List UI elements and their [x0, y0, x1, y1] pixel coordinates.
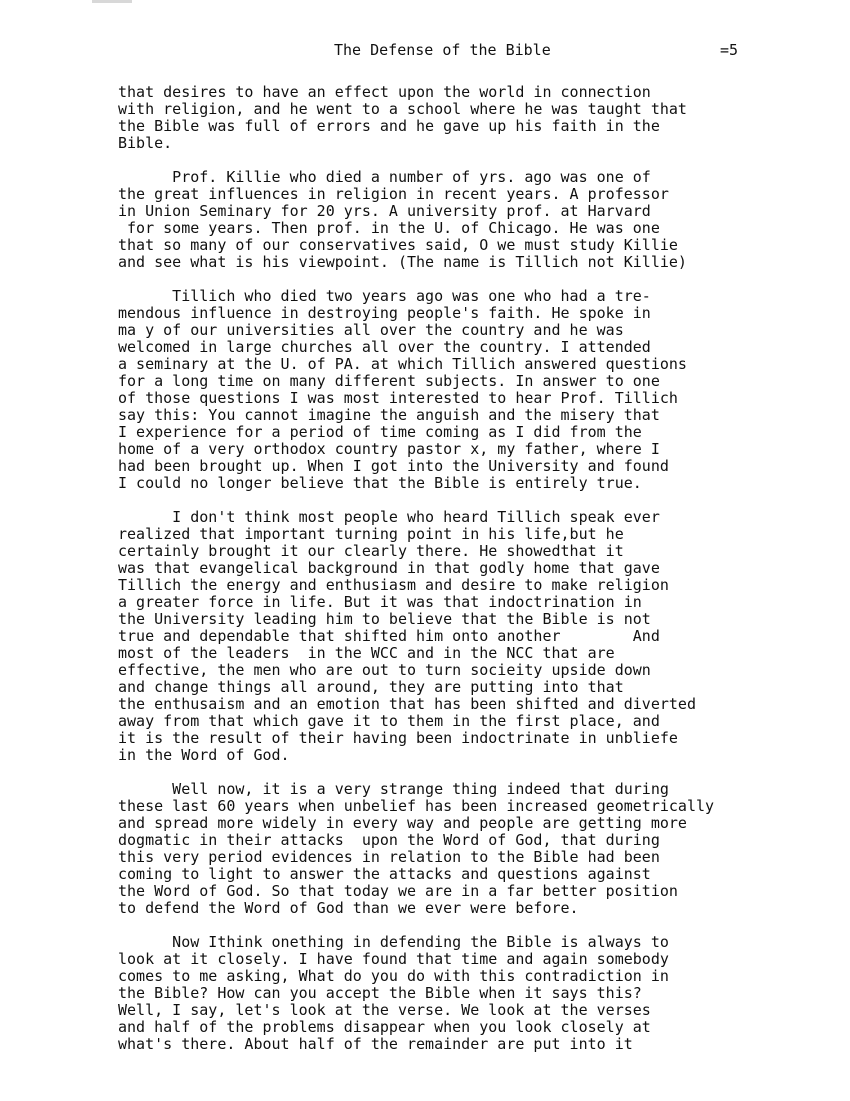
paragraph	[118, 288, 818, 492]
text-line: certainly brought it our clearly there. He showedthat it	[118, 542, 624, 560]
text-line: a seminary at the U. of PA. at which Tillich answered questions	[118, 355, 687, 373]
text-line: comes to me asking, What do you do with this contradiction in	[118, 967, 669, 985]
text-line: and change things all around, they are putting into that	[118, 678, 624, 696]
text-line: in Union Seminary for 20 yrs. A university prof. at Harvard	[118, 202, 651, 220]
text-line: the great influences in religion in recent years. A professor	[118, 185, 669, 203]
text-line: Bible.	[118, 134, 173, 152]
text-line: it is the result of their having been indoctrinate in unbliefe	[118, 729, 678, 747]
text-line: these last 60 years when unbelief has been increased geometrically	[118, 797, 715, 815]
page-title: The Defense of the Bible	[334, 41, 551, 59]
text-line: the University leading him to believe that the Bible is not	[118, 610, 651, 628]
text-line: I could no longer believe that the Bible is entirely true.	[118, 474, 642, 492]
text-line: for some years. Then prof. in the U. of Chicago. He was one	[118, 219, 660, 237]
text-line: Well, I say, let's look at the verse. We look at the verses	[118, 1001, 651, 1019]
text-line: Now Ithink onething in defending the Bible is always to	[118, 933, 669, 951]
text-line: with religion, and he went to a school where he was taught that	[118, 100, 687, 118]
text-line: the Word of God. So that today we are in a far better position	[118, 882, 678, 900]
text-line: the enthusaism and an emotion that has been shifted and diverted	[118, 695, 696, 713]
text-line: for a long time on many different subjects. In answer to one	[118, 372, 660, 390]
text-line: of those questions I was most interested to hear Prof. Tillich	[118, 389, 678, 407]
text-line: to defend the Word of God than we ever were before.	[118, 899, 579, 917]
text-line: and see what is his viewpoint. (The name is Tillich not Killie)	[118, 253, 687, 271]
text-line: I experience for a period of time coming as I did from the	[118, 423, 642, 441]
text-line: true and dependable that shifted him onto another And	[118, 627, 660, 645]
text-line: look at it closely. I have found that time and again somebody	[118, 950, 669, 968]
text-line: effective, the men who are out to turn socieity upside down	[118, 661, 651, 679]
text-line: home of a very orthodox country pastor x, my father, where I	[118, 440, 660, 458]
text-line: in the Word of God.	[118, 746, 290, 764]
paragraph	[118, 84, 818, 152]
text-line: away from that which gave it to them in the first place, and	[118, 712, 660, 730]
text-line: Well now, it is a very strange thing indeed that during	[118, 780, 669, 798]
text-line: most of the leaders in the WCC and in the NCC that are	[118, 644, 615, 662]
text-line: coming to light to answer the attacks and questions against	[118, 865, 651, 883]
paragraph	[118, 934, 818, 1053]
text-line: Prof. Killie who died a number of yrs. ago was one of	[118, 168, 651, 186]
text-line: say this: You cannot imagine the anguish and the misery that	[118, 406, 660, 424]
text-line: that so many of our conservatives said, O we must study Killie	[118, 236, 678, 254]
text-line: Tillich the energy and enthusiasm and desire to make religion	[118, 576, 669, 594]
text-line: the Bible? How can you accept the Bible when it says this?	[118, 984, 642, 1002]
text-line: was that evangelical background in that godly home that gave	[118, 559, 660, 577]
text-line: and half of the problems disappear when you look closely at	[118, 1018, 651, 1036]
text-line: dogmatic in their attacks upon the Word of God, that during	[118, 831, 660, 849]
text-line: had been brought up. When I got into the University and found	[118, 457, 669, 475]
text-line: that desires to have an effect upon the world in connection	[118, 83, 651, 101]
text-line: ma y of our universities all over the country and he was	[118, 321, 624, 339]
text-line: this very period evidences in relation to the Bible had been	[118, 848, 660, 866]
page-number: =5	[720, 41, 739, 59]
text-line: mendous influence in destroying people's faith. He spoke in	[118, 304, 651, 322]
text-line: I don't think most people who heard Tillich speak ever	[118, 508, 660, 526]
paragraph	[118, 509, 818, 764]
paragraph	[118, 169, 818, 271]
text-line: a greater force in life. But it was that indoctrination in	[118, 593, 642, 611]
text-line: the Bible was full of errors and he gave up his faith in the	[118, 117, 660, 135]
paragraph	[118, 781, 818, 917]
text-line: realized that important turning point in his life,but he	[118, 525, 624, 543]
text-line: what's there. About half of the remainder are put into it	[118, 1035, 633, 1053]
text-line: and spread more widely in every way and people are getting more	[118, 814, 687, 832]
scan-edge-mark	[92, 0, 132, 3]
text-line: welcomed in large churches all over the country. I attended	[118, 338, 651, 356]
document-body	[118, 84, 818, 1070]
page-header	[0, 40, 850, 60]
text-line: Tillich who died two years ago was one who had a tre-	[118, 287, 651, 305]
